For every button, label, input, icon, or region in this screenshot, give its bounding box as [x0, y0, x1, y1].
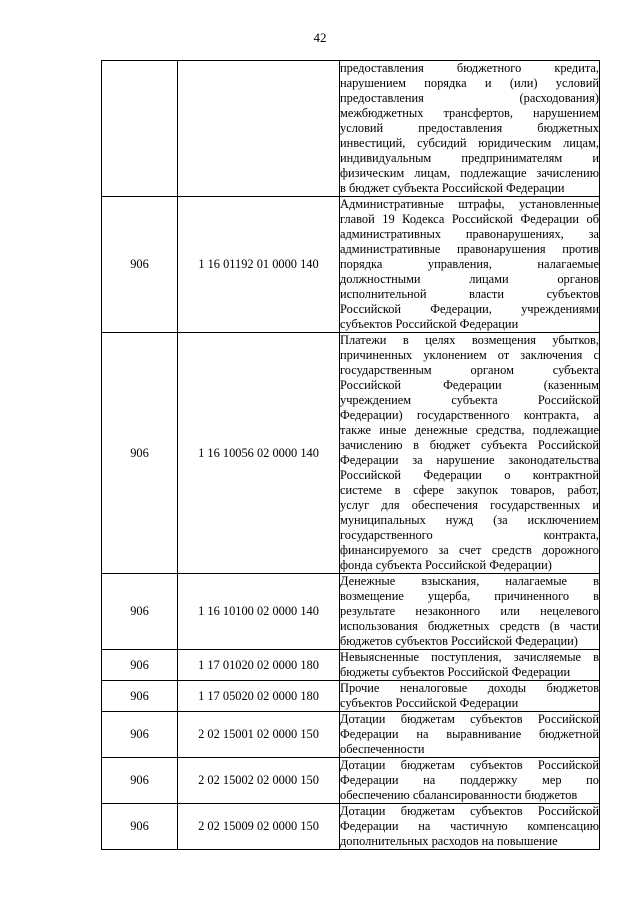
description-line: муниципальных нужд (за исключением — [340, 513, 599, 527]
description-line: межбюджетных трансфертов, нарушением — [340, 106, 599, 120]
description-line: государственного контракта, — [340, 528, 599, 542]
description-cell — [340, 758, 600, 804]
description-line: условий предоставления бюджетных — [340, 121, 599, 135]
description-line: Федерации на выравнивание бюджетной — [340, 727, 599, 741]
admin-code-cell: 906 — [102, 681, 178, 712]
description-line: порядка управления, налагаемые — [340, 257, 599, 271]
kbk-code-cell: 1 17 05020 02 0000 180 — [178, 681, 340, 712]
description-cell — [340, 574, 600, 650]
page-number: 42 — [313, 30, 327, 45]
description-line: Дотации бюджетам субъектов Российской — [340, 712, 599, 726]
description-line: учреждением субъекта Российской — [340, 393, 599, 407]
description-cell — [340, 197, 600, 333]
kbk-code-cell: 2 02 15009 02 0000 150 — [178, 804, 340, 850]
description-line: бюджетов субъектов Российской Федерации) — [340, 634, 578, 648]
description-line: Российской Федерации (казенным — [340, 378, 599, 392]
description-line: Дотации бюджетам субъектов Российской — [340, 804, 599, 818]
description-line: причиненных уклонением от заключения с — [340, 348, 599, 362]
table-row — [102, 61, 600, 197]
kbk-code-cell: 2 02 15001 02 0000 150 — [178, 712, 340, 758]
description-line: Административные штрафы, установленные — [340, 197, 599, 211]
description-line: бюджеты субъектов Российской Федерации — [340, 665, 571, 679]
kbk-code-cell: 1 17 01020 02 0000 180 — [178, 650, 340, 681]
admin-code-cell: 906 — [102, 712, 178, 758]
description-line: административные правонарушения против — [340, 242, 599, 256]
admin-code-cell — [102, 61, 178, 197]
description-line: государственным органом субъекта — [340, 363, 599, 377]
description-line: Федерации) государственного контракта, а — [340, 408, 599, 422]
description-line: Федерации на частичную компенсацию — [340, 819, 599, 833]
description-line: предоставления бюджетного кредита, — [340, 61, 599, 75]
description-cell — [340, 681, 600, 712]
admin-code-cell: 906 — [102, 333, 178, 574]
description-line: инвестиций, субсидий юридическим лицам, — [340, 136, 599, 150]
admin-code-cell: 906 — [102, 197, 178, 333]
admin-code-cell: 906 — [102, 574, 178, 650]
description-cell — [340, 712, 600, 758]
description-line: субъектов Российской Федерации — [340, 317, 519, 331]
kbk-code-cell: 1 16 10100 02 0000 140 — [178, 574, 340, 650]
table-row — [102, 574, 600, 650]
description-line: главой 19 Кодекса Российской Федерации об — [340, 212, 599, 226]
kbk-code-cell: 1 16 01192 01 0000 140 — [178, 197, 340, 333]
description-line: системе в сфере закупок товаров, работ, — [340, 483, 599, 497]
description-line: обеспеченности — [340, 742, 425, 756]
description-line: зачислению в бюджет субъекта Российской — [340, 438, 599, 452]
description-line: Прочие неналоговые доходы бюджетов — [340, 681, 599, 695]
description-cell — [340, 804, 600, 850]
table-row — [102, 333, 600, 574]
description-line: Платежи в целях возмещения убытков, — [340, 333, 599, 347]
table-row — [102, 804, 600, 850]
description-line: услуг для обеспечения государственных и — [340, 498, 599, 512]
description-line: возмещение ущерба, причиненного в — [340, 589, 599, 603]
table-row — [102, 758, 600, 804]
admin-code-cell: 906 — [102, 650, 178, 681]
description-line: фонда субъекта Российской Федерации) — [340, 558, 552, 572]
description-line: административных правонарушениях, за — [340, 227, 599, 241]
description-line: Российской Федерации о контрактной — [340, 468, 599, 482]
description-line: Денежные взыскания, налагаемые в — [340, 574, 599, 588]
kbk-code-cell: 1 16 10056 02 0000 140 — [178, 333, 340, 574]
description-line: нарушением порядка и (или) условий — [340, 76, 599, 90]
description-line: физическим лицам, подлежащие зачислению — [340, 166, 599, 180]
description-line: субъектов Российской Федерации — [340, 696, 519, 710]
table-row — [102, 712, 600, 758]
description-line: Невыясненные поступления, зачисляемые в — [340, 650, 599, 664]
description-cell — [340, 650, 600, 681]
table-row — [102, 197, 600, 333]
description-line: дополнительных расходов на повышение — [340, 834, 558, 848]
description-line: в бюджет субъекта Российской Федерации — [340, 181, 565, 195]
description-line: результате незаконного или нецелевого — [340, 604, 599, 618]
table-row — [102, 681, 600, 712]
kbk-code-cell — [178, 61, 340, 197]
description-line: Федерации за нарушение законодательства — [340, 453, 599, 467]
description-line: должностными лицами органов — [340, 272, 599, 286]
description-line: Федерации на поддержку мер по — [340, 773, 599, 787]
description-line: исполнительной власти субъектов — [340, 287, 599, 301]
description-line: Российской Федерации, учреждениями — [340, 302, 599, 316]
description-line: индивидуальным предпринимателям и — [340, 151, 599, 165]
description-cell — [340, 333, 600, 574]
kbk-code-cell: 2 02 15002 02 0000 150 — [178, 758, 340, 804]
budget-codes-table — [101, 60, 600, 850]
description-line: финансируемого за счет средств дорожного — [340, 543, 599, 557]
description-line: использования бюджетных средств (в части — [340, 619, 599, 633]
admin-code-cell: 906 — [102, 758, 178, 804]
description-line: предоставления (расходования) — [340, 91, 599, 105]
description-line: также иные денежные средства, подлежащие — [340, 423, 599, 437]
admin-code-cell: 906 — [102, 804, 178, 850]
description-line: обеспечению сбалансированности бюджетов — [340, 788, 578, 802]
description-line: Дотации бюджетам субъектов Российской — [340, 758, 599, 772]
description-cell — [340, 61, 600, 197]
table-row — [102, 650, 600, 681]
